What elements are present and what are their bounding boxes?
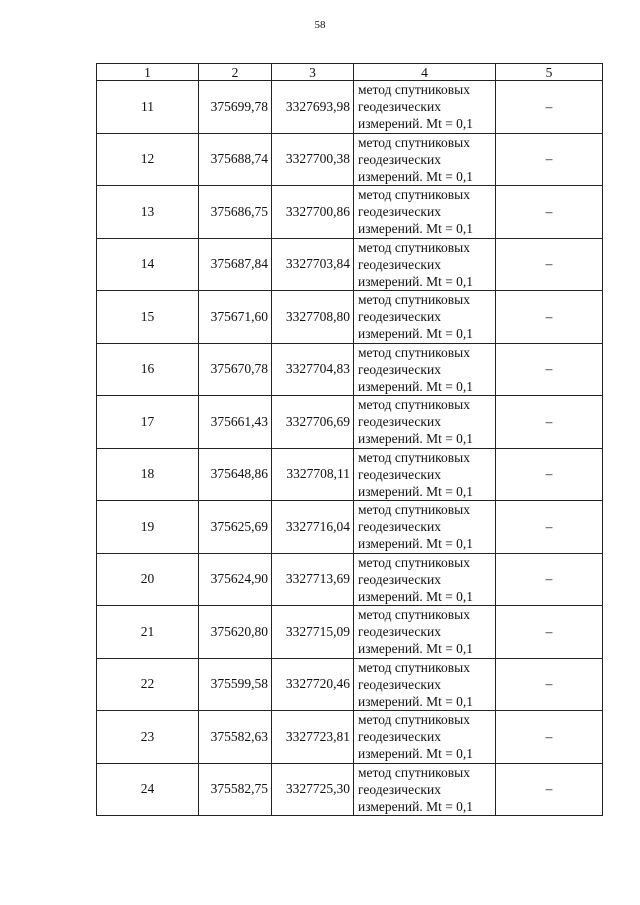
- note-cell: –: [496, 396, 603, 449]
- method-text-line: геодезических: [358, 571, 441, 587]
- method-text-line: метод спутниковых: [358, 82, 470, 98]
- x-coordinate-cell: 375582,63: [199, 711, 272, 764]
- method-text-line: геодезических: [358, 204, 441, 220]
- y-coordinate-cell: 3327700,38: [272, 133, 354, 186]
- method-text-line: метод спутниковых: [358, 502, 470, 518]
- table-row: [97, 448, 603, 501]
- method-text-line: измерений. Mt = 0,1: [358, 273, 474, 289]
- point-number-cell: 20: [97, 553, 199, 606]
- note-cell: –: [496, 448, 603, 501]
- point-number-cell: 23: [97, 711, 199, 764]
- method-text-line: измерений. Mt = 0,1: [358, 168, 474, 184]
- method-text-line: измерений. Mt = 0,1: [358, 116, 474, 132]
- method-cell: [354, 711, 496, 764]
- method-cell: [354, 658, 496, 711]
- y-coordinate-cell: 3327693,98: [272, 81, 354, 134]
- method-text-line: измерений. Mt = 0,1: [358, 798, 474, 814]
- header-col-4: 4: [354, 64, 496, 81]
- method-text-line: метод спутниковых: [358, 187, 470, 203]
- method-text-line: измерений. Mt = 0,1: [358, 431, 474, 447]
- x-coordinate-cell: 375670,78: [199, 343, 272, 396]
- note-cell: –: [496, 81, 603, 134]
- table-row: [97, 658, 603, 711]
- method-text-line: метод спутниковых: [358, 239, 470, 255]
- y-coordinate-cell: 3327704,83: [272, 343, 354, 396]
- method-text-line: измерений. Mt = 0,1: [358, 483, 474, 499]
- x-coordinate-cell: 375624,90: [199, 553, 272, 606]
- point-number-cell: 21: [97, 606, 199, 659]
- table-row: [97, 81, 603, 134]
- x-coordinate-cell: 375687,84: [199, 238, 272, 291]
- method-text-line: измерений. Mt = 0,1: [358, 588, 474, 604]
- table-row: [97, 711, 603, 764]
- method-text-line: геодезических: [358, 781, 441, 797]
- header-col-2: 2: [199, 64, 272, 81]
- method-text-line: измерений. Mt = 0,1: [358, 746, 474, 762]
- method-text-line: метод спутниковых: [358, 554, 470, 570]
- table-row: [97, 606, 603, 659]
- x-coordinate-cell: 375625,69: [199, 501, 272, 554]
- method-text-line: геодезических: [358, 256, 441, 272]
- y-coordinate-cell: 3327708,11: [272, 448, 354, 501]
- method-text-line: метод спутниковых: [358, 134, 470, 150]
- point-number-cell: 19: [97, 501, 199, 554]
- method-text-line: геодезических: [358, 519, 441, 535]
- method-text-line: метод спутниковых: [358, 292, 470, 308]
- method-cell: [354, 291, 496, 344]
- method-text-line: геодезических: [358, 414, 441, 430]
- point-number-cell: 24: [97, 763, 199, 816]
- header-col-3: 3: [272, 64, 354, 81]
- note-cell: –: [496, 553, 603, 606]
- method-cell: [354, 606, 496, 659]
- note-cell: –: [496, 658, 603, 711]
- note-cell: –: [496, 501, 603, 554]
- table-row: [97, 133, 603, 186]
- table-row: [97, 396, 603, 449]
- point-number-cell: 16: [97, 343, 199, 396]
- y-coordinate-cell: 3327725,30: [272, 763, 354, 816]
- method-cell: [354, 133, 496, 186]
- method-cell: [354, 81, 496, 134]
- point-number-cell: 22: [97, 658, 199, 711]
- y-coordinate-cell: 3327723,81: [272, 711, 354, 764]
- x-coordinate-cell: 375582,75: [199, 763, 272, 816]
- method-text-line: измерений. Mt = 0,1: [358, 536, 474, 552]
- x-coordinate-cell: 375599,58: [199, 658, 272, 711]
- point-number-cell: 17: [97, 396, 199, 449]
- y-coordinate-cell: 3327703,84: [272, 238, 354, 291]
- x-coordinate-cell: 375671,60: [199, 291, 272, 344]
- y-coordinate-cell: 3327708,80: [272, 291, 354, 344]
- point-number-cell: 13: [97, 186, 199, 239]
- method-text-line: геодезических: [358, 729, 441, 745]
- x-coordinate-cell: 375699,78: [199, 81, 272, 134]
- y-coordinate-cell: 3327706,69: [272, 396, 354, 449]
- table-row: [97, 553, 603, 606]
- method-text-line: геодезических: [358, 624, 441, 640]
- method-text-line: геодезических: [358, 676, 441, 692]
- point-number-cell: 14: [97, 238, 199, 291]
- point-number-cell: 15: [97, 291, 199, 344]
- method-cell: [354, 186, 496, 239]
- note-cell: –: [496, 133, 603, 186]
- method-cell: [354, 501, 496, 554]
- method-text-line: геодезических: [358, 361, 441, 377]
- table-header: [97, 64, 603, 81]
- table-row: [97, 238, 603, 291]
- method-text-line: метод спутниковых: [358, 659, 470, 675]
- method-text-line: метод спутниковых: [358, 344, 470, 360]
- x-coordinate-cell: 375648,86: [199, 448, 272, 501]
- method-text-line: измерений. Mt = 0,1: [358, 641, 474, 657]
- method-text-line: измерений. Mt = 0,1: [358, 326, 474, 342]
- x-coordinate-cell: 375620,80: [199, 606, 272, 659]
- note-cell: –: [496, 186, 603, 239]
- method-text-line: метод спутниковых: [358, 607, 470, 623]
- method-cell: [354, 448, 496, 501]
- header-col-5: 5: [496, 64, 603, 81]
- method-cell: [354, 396, 496, 449]
- y-coordinate-cell: 3327720,46: [272, 658, 354, 711]
- note-cell: –: [496, 343, 603, 396]
- table-row: [97, 763, 603, 816]
- x-coordinate-cell: 375661,43: [199, 396, 272, 449]
- y-coordinate-cell: 3327713,69: [272, 553, 354, 606]
- y-coordinate-cell: 3327716,04: [272, 501, 354, 554]
- table-row: [97, 501, 603, 554]
- note-cell: –: [496, 606, 603, 659]
- method-text-line: измерений. Mt = 0,1: [358, 693, 474, 709]
- x-coordinate-cell: 375688,74: [199, 133, 272, 186]
- note-cell: –: [496, 238, 603, 291]
- method-cell: [354, 238, 496, 291]
- point-number-cell: 11: [97, 81, 199, 134]
- header-row: [97, 64, 603, 81]
- note-cell: –: [496, 763, 603, 816]
- header-col-1: 1: [97, 64, 199, 81]
- table-body: [97, 81, 603, 816]
- method-text-line: геодезических: [358, 99, 441, 115]
- table-row: [97, 186, 603, 239]
- method-text-line: измерений. Mt = 0,1: [358, 378, 474, 394]
- x-coordinate-cell: 375686,75: [199, 186, 272, 239]
- method-text-line: метод спутниковых: [358, 449, 470, 465]
- method-text-line: геодезических: [358, 466, 441, 482]
- method-cell: [354, 553, 496, 606]
- coordinates-table: [96, 63, 603, 816]
- method-text-line: измерений. Mt = 0,1: [358, 221, 474, 237]
- y-coordinate-cell: 3327715,09: [272, 606, 354, 659]
- point-number-cell: 12: [97, 133, 199, 186]
- method-text-line: метод спутниковых: [358, 712, 470, 728]
- point-number-cell: 18: [97, 448, 199, 501]
- method-text-line: геодезических: [358, 151, 441, 167]
- table-row: [97, 291, 603, 344]
- method-text-line: метод спутниковых: [358, 764, 470, 780]
- note-cell: –: [496, 291, 603, 344]
- method-cell: [354, 343, 496, 396]
- method-cell: [354, 763, 496, 816]
- page-number: 58: [314, 19, 326, 31]
- note-cell: –: [496, 711, 603, 764]
- method-text-line: метод спутниковых: [358, 397, 470, 413]
- method-text-line: геодезических: [358, 309, 441, 325]
- table-row: [97, 343, 603, 396]
- y-coordinate-cell: 3327700,86: [272, 186, 354, 239]
